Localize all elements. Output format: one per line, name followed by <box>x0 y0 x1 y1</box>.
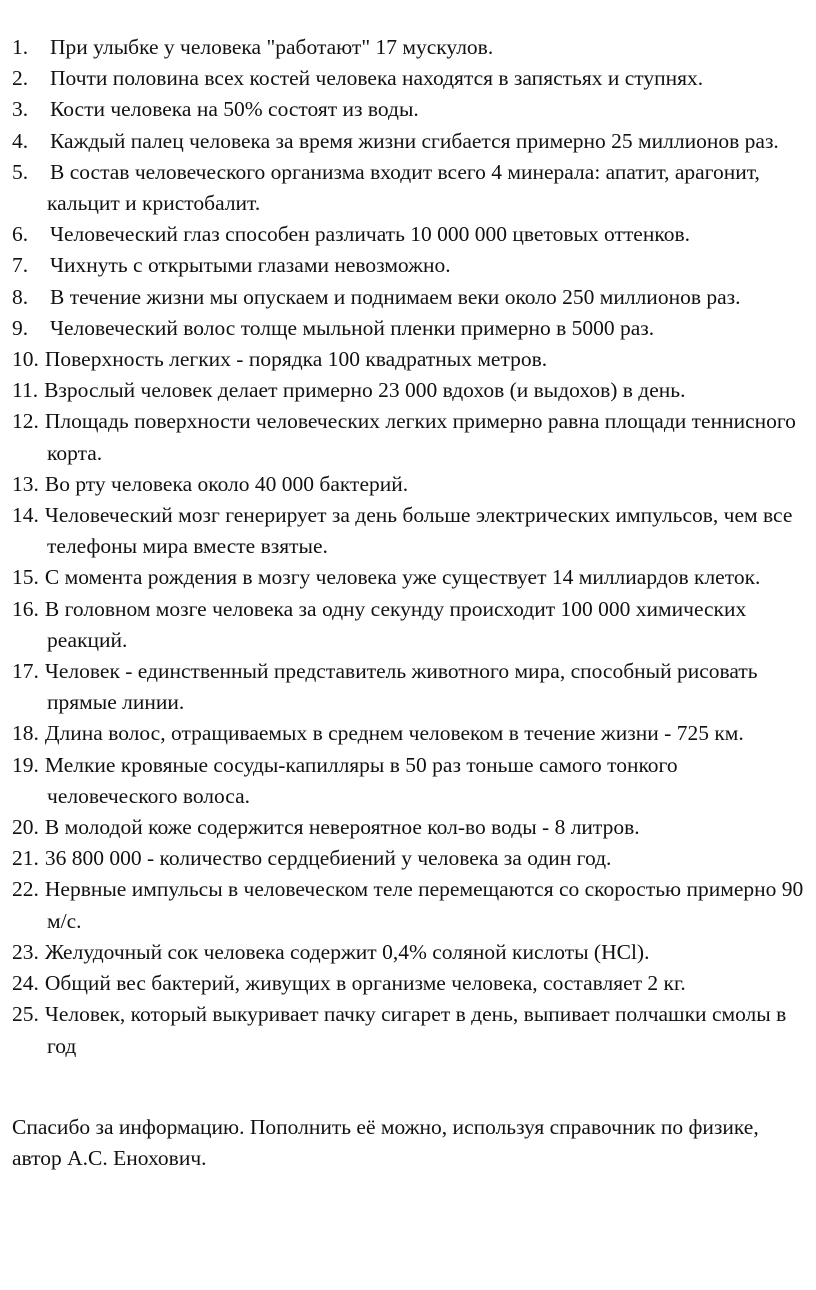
fact-item <box>12 157 804 219</box>
closing-note: Спасибо за информацию. Пополнить её можно, используя справочник по физике, автор А.С. Енохович. <box>12 1114 759 1170</box>
fact-number: 11. <box>12 378 39 403</box>
fact-number: 20. <box>12 815 39 840</box>
fact-text: Длина волос, отращиваемых в среднем человеком в течение жизни - 725 км. <box>44 721 744 746</box>
fact-item <box>12 63 804 94</box>
fact-text: Общий вес бактерий, живущих в организме человека, составляет 2 кг. <box>44 971 686 996</box>
fact-number: 7. <box>12 253 29 278</box>
fact-item <box>12 874 804 936</box>
fact-number: 1. <box>12 35 29 59</box>
fact-text: Чихнуть с открытыми глазами невозможно. <box>50 253 451 278</box>
fact-item <box>12 282 804 313</box>
fact-text: Человеческий мозг генерирует за день больше электрических импульсов, чем все телефоны мира вместе взятые. <box>44 503 793 559</box>
fact-number: 5. <box>12 159 29 184</box>
fact-text: При улыбке у человека "работают" 17 мускулов. <box>50 35 494 59</box>
fact-number: 16. <box>12 596 39 621</box>
fact-text: Человек, который выкуривает пачку сигарет в день, выпивает полчашки смолы в год <box>44 1002 787 1058</box>
fact-text: Каждый палец человека за время жизни сгибается примерно 25 миллионов раз. <box>50 128 779 153</box>
fact-item <box>12 718 804 749</box>
fact-text: В молодой коже содержится невероятное кол-во воды - 8 литров. <box>44 815 640 840</box>
fact-number: 17. <box>12 659 39 684</box>
fact-text: В головном мозге человека за одну секунду происходит 100 000 химических реакций. <box>44 596 747 652</box>
fact-item <box>12 656 804 718</box>
fact-number: 14. <box>12 503 39 528</box>
fact-item <box>12 250 804 281</box>
fact-item <box>12 500 804 562</box>
fact-item <box>12 375 804 406</box>
fact-text: Мелкие кровяные сосуды-капилляры в 50 раз тоньше самого тонкого человеческого волоса. <box>44 752 678 808</box>
fact-number: 8. <box>12 284 29 309</box>
fact-item <box>12 594 804 656</box>
facts-list <box>12 32 804 1062</box>
fact-item <box>12 406 804 468</box>
fact-number: 19. <box>12 752 39 777</box>
fact-text: Взрослый человек делает примерно 23 000 вдохов (и выдохов) в день. <box>44 378 686 403</box>
fact-number: 13. <box>12 471 39 496</box>
fact-item <box>12 999 804 1061</box>
fact-text: Человеческий волос толще мыльной пленки примерно в 5000 раз. <box>50 315 655 340</box>
fact-number: 3. <box>12 97 29 122</box>
fact-item <box>12 32 804 63</box>
fact-number: 15. <box>12 565 39 590</box>
fact-number: 12. <box>12 409 39 434</box>
fact-text: Площадь поверхности человеческих легких примерно равна площади теннисного корта. <box>44 409 796 465</box>
fact-text: В течение жизни мы опускаем и поднимаем веки около 250 миллионов раз. <box>50 284 741 309</box>
fact-item <box>12 562 804 593</box>
fact-text: Почти половина всех костей человека находятся в запястьях и ступнях. <box>50 66 704 91</box>
fact-item <box>12 313 804 344</box>
fact-number: 23. <box>12 939 39 964</box>
fact-text: Во рту человека около 40 000 бактерий. <box>44 471 409 496</box>
fact-item <box>12 344 804 375</box>
fact-text: Поверхность легких - порядка 100 квадратных метров. <box>44 347 548 372</box>
fact-text: Человек - единственный представитель животного мира, способный рисовать прямые линии. <box>44 659 758 715</box>
fact-text: С момента рождения в мозгу человека уже существует 14 миллиардов клеток. <box>44 565 761 590</box>
fact-number: 2. <box>12 66 29 91</box>
fact-number: 6. <box>12 222 29 247</box>
fact-item <box>12 937 804 968</box>
fact-item <box>12 968 804 999</box>
fact-item <box>12 469 804 500</box>
fact-text: Кости человека на 50% состоят из воды. <box>50 97 419 122</box>
fact-number: 18. <box>12 721 39 746</box>
fact-text: Нервные импульсы в человеческом теле перемещаются со скоростью примерно 90 м/с. <box>44 877 804 933</box>
fact-number: 4. <box>12 128 29 153</box>
fact-text: Человеческий глаз способен различать 10 000 000 цветовых оттенков. <box>50 222 690 247</box>
fact-item <box>12 94 804 125</box>
fact-item <box>12 843 804 874</box>
fact-number: 21. <box>12 846 39 871</box>
fact-item <box>12 219 804 250</box>
fact-text: 36 800 000 - количество сердцебиений у человека за один год. <box>44 846 612 871</box>
fact-number: 10. <box>12 347 39 372</box>
fact-number: 25. <box>12 1002 39 1027</box>
fact-text: Желудочный сок человека содержит 0,4% соляной кислоты (HCl). <box>44 939 650 964</box>
fact-item <box>12 750 804 812</box>
fact-number: 24. <box>12 971 39 996</box>
fact-number: 9. <box>12 315 29 340</box>
fact-item <box>12 126 804 157</box>
fact-item <box>12 812 804 843</box>
fact-text: В состав человеческого организма входит всего 4 минерала: апатит, арагонит, кальцит и кристобалит. <box>47 159 760 216</box>
fact-number: 22. <box>12 877 39 902</box>
